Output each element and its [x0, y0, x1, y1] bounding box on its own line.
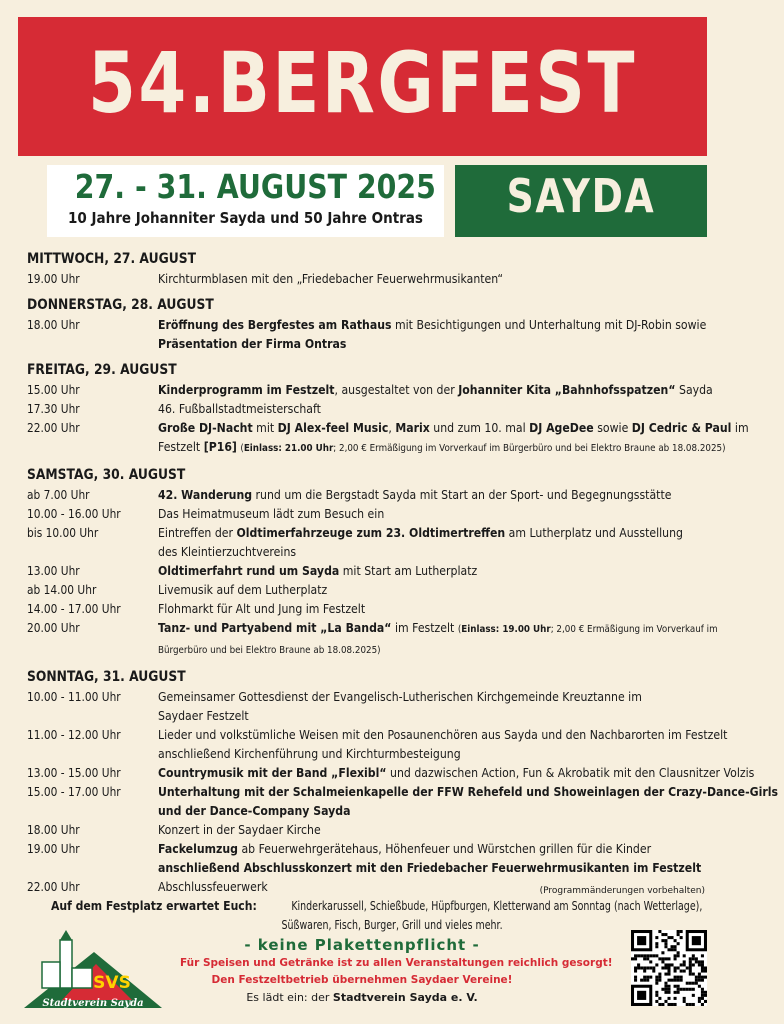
event-description: 42. Wanderung rund um die Bergstadt Sayda mit Start an der Sport- und Begegnungsstätte: [158, 487, 672, 502]
event-description: Das Heimatmuseum lädt zum Besuch ein: [158, 506, 385, 521]
logo-name: Stadtverein Sayda: [42, 998, 144, 1009]
event-row: [27, 504, 713, 523]
festplatz-line-2: Süßwaren, Fisch, Burger, Grill und vieles mehr.: [281, 917, 503, 932]
event-description: Große DJ-Nacht mit DJ Alex-feel Music, Marix und zum 10. mal DJ AgeDee sowie DJ Cedric & Paul im Festzelt [P16] (Einlass: 21.00 Uhr; 2,00 € Ermäßigung im Vorverkauf im Bürgerbüro und bei Elektro Braune ab 18.08.2025): [158, 420, 749, 454]
event-time: 22.00 Uhr: [27, 879, 80, 894]
event-subtitle: 10 Jahre Johanniter Sayda und 50 Jahre Ontras: [68, 209, 423, 227]
program-schedule: [27, 250, 779, 896]
church-tower-icon: [60, 940, 72, 988]
invitation: [180, 989, 544, 1006]
qr-code-icon[interactable]: [631, 930, 707, 1006]
city-name: SAYDA: [506, 169, 656, 223]
event-row: [27, 782, 779, 820]
event-time: 19.00 Uhr: [27, 841, 80, 856]
day-heading: SONNTAG, 31. AUGUST: [27, 669, 186, 685]
event-description: Konzert in der Saydaer Kirche: [158, 822, 321, 837]
event-time: 18.00 Uhr: [27, 317, 80, 332]
event-description: Kirchturmblasen mit den „Friedebacher Feuerwehrmusikanten“: [158, 271, 504, 286]
event-row: [27, 269, 713, 288]
event-row: [27, 839, 713, 877]
logo-acronym: SVS: [93, 973, 131, 993]
event-description: Kinderprogramm im Festzelt, ausgestaltet von der Johanniter Kita „Bahnhofsspatzen“ Sayda: [158, 382, 713, 397]
event-title: 54.BERGFEST: [88, 34, 637, 132]
event-time: 13.00 - 15.00 Uhr: [27, 765, 121, 780]
event-description: Fackelumzug ab Feuerwehrgerätehaus, Höhenfeuer und Würstchen grillen für die Kinder anschließend Abschlusskonzert mit den Friedebacher Feuerwehrmusikanten im Festzelt: [158, 841, 702, 875]
event-row: [27, 485, 713, 504]
day-heading: DONNERSTAG, 28. AUGUST: [27, 297, 214, 313]
stadtverein-logo: [24, 930, 162, 1010]
event-row: [27, 399, 713, 418]
plakette-notice: - keine Plakettenpflicht -: [244, 936, 480, 954]
event-row: [27, 380, 713, 399]
event-description: Livemusik auf dem Lutherplatz: [158, 582, 328, 597]
event-row: [27, 763, 755, 782]
date-box: [47, 165, 444, 237]
event-time: bis 10.00 Uhr: [27, 525, 99, 540]
event-description: Abschlussfeuerwerk: [158, 879, 268, 894]
event-description: Eintreffen der Oldtimerfahrzeuge zum 23. Oldtimertreffen am Lutherplatz und Ausstellung des Kleintierzuchtvereins: [158, 525, 683, 559]
event-row: [27, 820, 713, 839]
day-heading: FREITAG, 29. AUGUST: [27, 362, 177, 378]
festplatz-line-1: Kinderkarussell, Schießbude, Hüpfburgen, Kletterwand am Sonntag (nach Wetterlage),: [291, 898, 703, 913]
event-time: 10.00 - 11.00 Uhr: [27, 689, 121, 704]
day-heading: SAMSTAG, 30. AUGUST: [27, 467, 186, 483]
event-time: 18.00 Uhr: [27, 822, 80, 837]
program-changes-note: (Programmänderungen vorbehalten): [539, 886, 705, 896]
event-description: Oldtimerfahrt rund um Sayda mit Start am Lutherplatz: [158, 563, 478, 578]
footer-info: [180, 935, 613, 1006]
invite-prefix: Es lädt ein: der: [246, 991, 330, 1004]
city-box: [455, 165, 707, 237]
event-time: 14.00 - 17.00 Uhr: [27, 601, 121, 616]
event-time: ab 7.00 Uhr: [27, 487, 90, 502]
festplatz-info: [0, 896, 724, 934]
festzelt-notice: Den Festzeltbetrieb übernehmen Saydaer Vereine!: [211, 974, 513, 986]
event-row: [27, 687, 713, 725]
event-description: Lieder und volkstümliche Weisen mit den Posaunenchören aus Sayda und den Nachbarorten im Festzelt anschließend Kirchenführung und Kirchturmbesteigung: [158, 727, 728, 761]
event-row: [27, 725, 728, 763]
catering-notice: Für Speisen und Getränke ist zu allen Veranstaltungen reichlich gesorgt!: [180, 957, 613, 969]
event-time: 15.00 Uhr: [27, 382, 80, 397]
event-row: [27, 877, 713, 896]
event-description: 46. Fußballstadtmeisterschaft: [158, 401, 321, 416]
event-row: [27, 315, 713, 353]
event-time: 15.00 - 17.00 Uhr: [27, 784, 121, 799]
event-time: 20.00 Uhr: [27, 620, 80, 635]
event-time: ab 14.00 Uhr: [27, 582, 97, 597]
event-description: Countrymusik mit der Band „Flexibl“ und dazwischen Action, Fun & Akrobatik mit den Clausnitzer Volzis: [158, 765, 755, 780]
event-row: [27, 618, 718, 660]
event-time: 13.00 Uhr: [27, 563, 80, 578]
event-time: 17.30 Uhr: [27, 401, 80, 416]
event-dates: 27. - 31. AUGUST 2025: [74, 167, 436, 206]
event-time: 22.00 Uhr: [27, 420, 80, 435]
event-time: 11.00 - 12.00 Uhr: [27, 727, 121, 742]
invite-organisation: Stadtverein Sayda e. V.: [332, 991, 478, 1004]
event-description: Eröffnung des Bergfestes am Rathaus mit Besichtigungen und Unterhaltung mit DJ-Robin sowie Präsentation der Firma Ontras: [158, 317, 707, 351]
event-row: [27, 418, 749, 458]
festplatz-label: Auf dem Festplatz erwartet Euch:: [50, 898, 257, 913]
event-row: [27, 580, 713, 599]
event-row: [27, 561, 713, 580]
title-banner: [18, 17, 707, 156]
event-description: Gemeinsamer Gottesdienst der Evangelisch-Lutherischen Kirchgemeinde Kreuztanne im Saydaer Festzelt: [158, 689, 642, 723]
event-description: Tanz- und Partyabend mit „La Banda“ im Festzelt (Einlass: 19.00 Uhr; 2,00 € Ermäßigung im Vorverkauf im Bürgerbüro und bei Elektro Braune ab 18.08.2025): [158, 620, 718, 656]
event-row: [27, 599, 713, 618]
event-description: Unterhaltung mit der Schalmeienkapelle der FFW Rehefeld und Showeinlagen der Crazy-Dance-Girls und der Dance-Company Sayda: [158, 784, 779, 818]
event-time: 19.00 Uhr: [27, 271, 80, 286]
event-description: Flohmarkt für Alt und Jung im Festzelt: [158, 601, 366, 616]
event-row: [27, 523, 713, 561]
event-time: 10.00 - 16.00 Uhr: [27, 506, 121, 521]
day-heading: MITTWOCH, 27. AUGUST: [27, 251, 196, 267]
